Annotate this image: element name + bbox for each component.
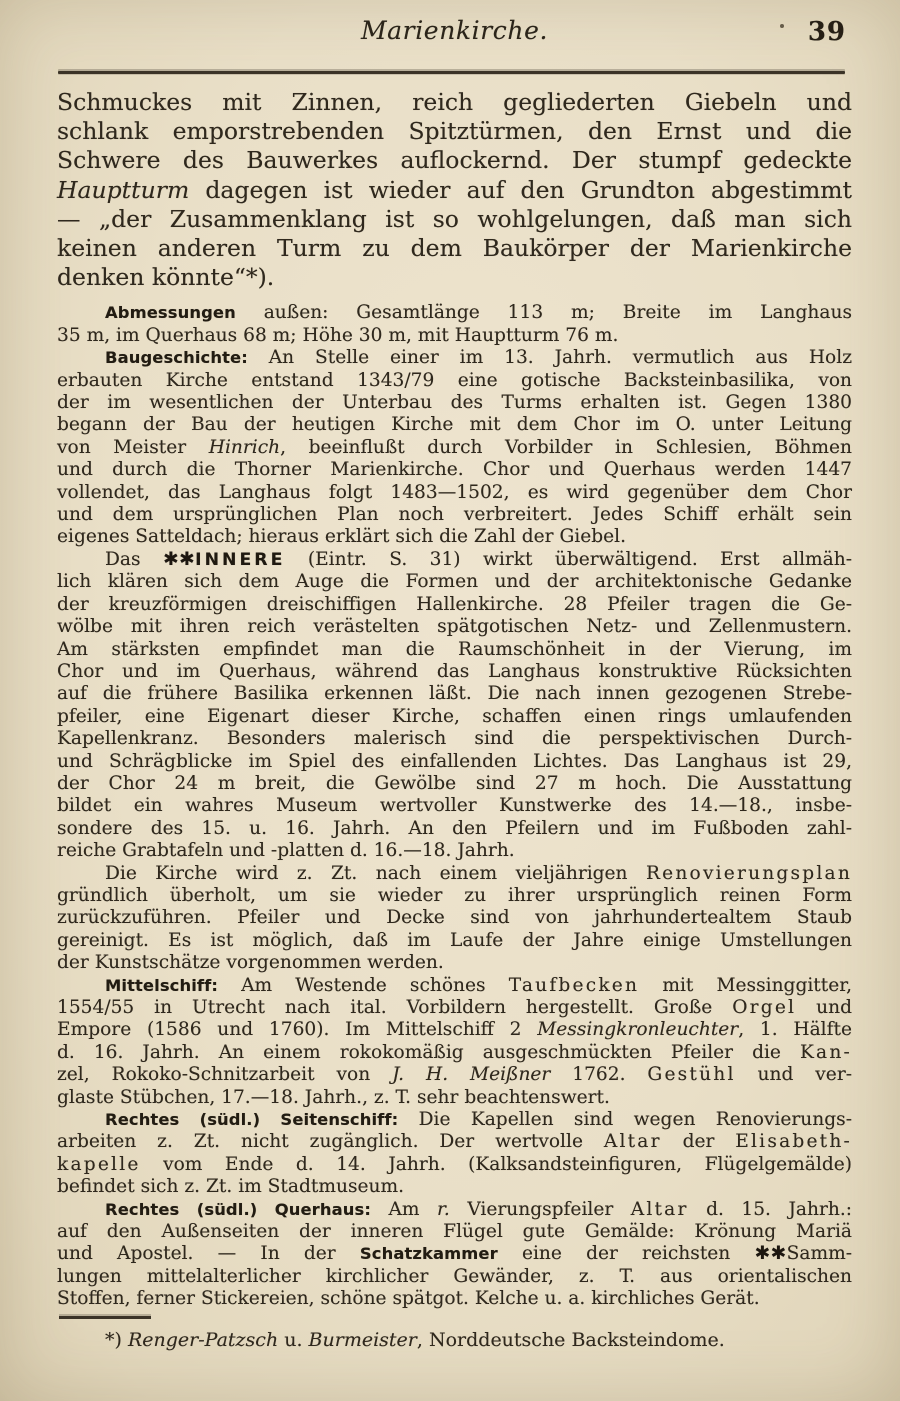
text-run: d. 16. Jahrh. An einem rokokomäßig ausgeschmückten Pfeiler die [57, 1041, 800, 1063]
text-line [57, 683, 852, 705]
text-run: Rechtes (südl.) Seitenschiff: [105, 1110, 399, 1130]
running-title: Marienkirche. [360, 16, 549, 45]
text-run: und Apostel. — In der [57, 1243, 360, 1265]
text-run: 1554/55 in Utrecht nach ital. Vorbildern hergestellt. Große [57, 997, 733, 1019]
text-run: schlank emporstrebenden Spitztürmen, den Ernst und die [57, 117, 852, 146]
text-run: denken könnte“*). [57, 263, 275, 292]
text-run: eigenes Satteldach; hieraus erklärt sich die Zahl der Giebel. [57, 526, 627, 548]
paragraph-abmessungen [57, 302, 852, 347]
text-line [57, 504, 852, 526]
text-line [57, 818, 852, 840]
text-run: *) [105, 1328, 128, 1351]
text-run: Kapellenkranz. Besonders malerisch sind die perspektivischen Durch- [57, 728, 852, 750]
text-line [57, 706, 852, 728]
text-run: Stoffen, ferner Stickereien, schöne spätgot. Kelche u. a. kirchliches Gerät. [57, 1288, 760, 1310]
text-run: Am Westende schönes [218, 974, 509, 996]
text-run: befindet sich z. Zt. im Stadtmuseum. [57, 1176, 405, 1198]
text-run: sondere des 15. u. 16. Jahrh. An den Pfeilern und im Fußboden zahl- [57, 817, 852, 839]
text-run: Die Kirche wird z. Zt. nach einem vieljährigen [105, 862, 646, 884]
text-run: außen: Gesamtlänge 113 m; Breite im Langhaus [235, 302, 852, 324]
text-line [57, 482, 852, 504]
text-line [57, 930, 852, 952]
text-run: — „der Zusammenklang ist so wohlgelungen, daß man sich [57, 204, 852, 233]
text-run: Empore (1586 und 1760). Im Mittelschiff 2 [57, 1019, 538, 1041]
text-line [57, 975, 852, 997]
text-run: der kreuzförmigen dreischiffigen Hallenkirche. 28 Pfeiler tragen die Ge- [57, 593, 852, 615]
text-line [57, 370, 852, 392]
text-line [57, 414, 852, 436]
text-line [57, 1199, 852, 1221]
text-run: Die Kapellen sind wegen Renovierungs- [398, 1109, 852, 1131]
text-run: erbauten Kirche entstand 1343/79 eine gotische Backsteinbasilika, von [57, 369, 852, 391]
text-line [57, 795, 852, 817]
text-line [57, 616, 852, 638]
text-run: kapelle [57, 1153, 141, 1175]
text-run: d. 15. Jahrh.: [688, 1198, 853, 1220]
text-run: (Eintr. S. 31) wirkt überwältigend. Erst allmäh- [285, 548, 853, 570]
text-run: und [796, 997, 852, 1019]
text-line [57, 997, 852, 1019]
paragraph-renovierung [57, 863, 852, 975]
text-run: von Meister [57, 436, 209, 458]
text-run: Am stärksten empfindet man die Raumschönheit in der Vierung, im [57, 638, 852, 660]
text-line [57, 594, 852, 616]
text-line [57, 392, 852, 414]
text-run: auf die frühere Basilika erkennen läßt. Die nach innen gezogenen Strebe- [57, 683, 852, 705]
footnote-separator [59, 1316, 151, 1319]
text-run: Hinrich [208, 436, 281, 458]
text-line [57, 1019, 852, 1041]
text-line [57, 1243, 852, 1265]
text-run: pfeiler, eine Eigenart dieser Kirche, schaffen einen rings umlaufenden [57, 705, 852, 727]
text-line [57, 952, 852, 974]
text-line [57, 1154, 852, 1176]
text-run: der [661, 1131, 736, 1153]
text-run: glaste Stübchen, 17.—18. Jahrh., z. T. sehr beachtenswert. [57, 1086, 610, 1108]
text-run: mit Messinggitter, [639, 974, 852, 996]
text-line [57, 1131, 852, 1153]
page-body [57, 88, 852, 1353]
text-line [57, 1109, 852, 1131]
text-run: Vierungspfeiler [449, 1198, 631, 1220]
text-run: INNERE [195, 549, 286, 570]
text-line [57, 1266, 852, 1288]
baedeker-stars-icon: ✱✱ [162, 548, 196, 570]
text-line [57, 1221, 852, 1243]
text-run: vollendet, das Langhaus folgt 1483—1502, es wird gegenüber dem Chor [57, 481, 852, 503]
text-line [57, 907, 852, 929]
text-run: zurückzuführen. Pfeiler und Decke sind von jahrhundertealtem Staub [57, 907, 852, 929]
paragraph-mittelschiff [57, 975, 852, 1109]
text-line [57, 263, 852, 292]
text-run: und ver- [735, 1064, 852, 1086]
text-line [57, 773, 852, 795]
text-line [57, 728, 852, 750]
text-line [57, 526, 852, 548]
text-run: lich klären sich dem Auge die Formen und der architektonische Gedanke [57, 571, 852, 593]
text-run: Kan- [799, 1041, 852, 1063]
text-line [57, 1087, 852, 1109]
text-run: auf den Außenseiten der inneren Flügel gute Gemälde: Krönung Mariä [57, 1221, 852, 1243]
text-run: Schatzkammer [359, 1244, 498, 1264]
text-run: Schmuckes mit Zinnen, reich gegliederten Giebeln und [57, 88, 852, 116]
text-run: u. [278, 1328, 309, 1351]
text-run: Altar [603, 1131, 662, 1153]
text-line [57, 751, 852, 773]
page-content [57, 0, 852, 1401]
print-speck [780, 24, 784, 28]
text-line [57, 88, 852, 117]
text-line [57, 1042, 852, 1064]
page-header [57, 16, 852, 54]
text-line [57, 661, 852, 683]
text-line [57, 234, 852, 263]
text-line [57, 639, 852, 661]
text-run: und durch die Thorner Marienkirche. Chor und Querhaus werden 1447 [57, 459, 852, 481]
text-run: An Stelle einer im 13. Jahrh. vermutlich aus Holz [247, 347, 852, 369]
paragraph-intro [57, 88, 852, 292]
text-line [57, 325, 852, 347]
text-run: Rechtes (südl.) Querhaus: [105, 1199, 371, 1219]
text-line [57, 549, 852, 571]
text-line [57, 459, 852, 481]
text-run: bildet ein wahres Museum wertvoller Kunstwerke des 14.—18., insbe- [57, 795, 852, 817]
text-line [57, 840, 852, 862]
text-run: Taufbecken [508, 974, 640, 996]
text-run: lungen mittelalterlicher kirchlicher Gewänder, z. T. aus orientalischen [57, 1265, 852, 1287]
text-run: der Chor 24 m breit, die Gewölbe sind 27 m hoch. Die Ausstattung [57, 772, 852, 794]
text-run: zel, Rokoko-Schnitzarbeit von [57, 1064, 393, 1086]
text-run: gereinigt. Es ist möglich, daß im Laufe der Jahre einige Umstellungen [57, 929, 852, 951]
text-run: arbeiten z. Zt. nicht zugänglich. Der wertvolle [57, 1131, 604, 1153]
text-run: 35 m, im Querhaus 68 m; Höhe 30 m, mit Hauptturm 76 m. [57, 324, 619, 346]
text-line [57, 302, 852, 324]
text-run: Gestühl [647, 1064, 736, 1086]
text-line [57, 885, 852, 907]
text-line [57, 1328, 852, 1353]
text-run: Orgel [732, 997, 797, 1019]
text-run: eine der reichsten [497, 1243, 755, 1265]
text-line [57, 117, 852, 146]
text-run: , 1. Hälfte [738, 1019, 852, 1041]
text-run: wölbe mit ihren reich verästelten spätgotischen Netz- und Zellenmustern. [57, 616, 852, 638]
text-line [57, 1064, 852, 1086]
text-run: Messingkronleuchter [537, 1019, 739, 1041]
footnote [57, 1328, 852, 1353]
text-line [57, 437, 852, 459]
text-run: Mittelschiff: [105, 975, 218, 995]
page-number: 39 [807, 17, 846, 47]
text-line [57, 863, 852, 885]
text-run: reiche Grabtafeln und -platten d. 16.—18. Jahrh. [57, 840, 515, 862]
header-rule [58, 71, 845, 74]
text-run: Burmeister [308, 1328, 417, 1351]
text-run: vom Ende d. 14. Jahrh. (Kalksandsteinfiguren, Flügelgemälde) [140, 1153, 852, 1175]
text-run: keinen anderen Turm zu dem Baukörper der Marienkirche [57, 234, 852, 263]
text-line [57, 1176, 852, 1198]
text-run: Renger-Patzsch [127, 1328, 279, 1351]
text-run: gründlich überholt, um sie wieder zu ihrer ursprünglich reinen Form [57, 884, 852, 906]
text-run: Samm- [786, 1243, 853, 1265]
text-run: dagegen ist wieder auf den Grundton abgestimmt [189, 175, 852, 204]
text-line [57, 571, 852, 593]
text-run: Renovierungsplan [645, 862, 852, 884]
text-line [57, 146, 852, 175]
text-run: Das [105, 548, 163, 570]
text-run: , beeinflußt durch Vorbilder in Schlesien, Böhmen [280, 436, 853, 458]
text-run: und dem ursprünglichen Plan noch verbreitert. Jedes Schiff erhält sein [57, 504, 852, 526]
text-line [57, 1288, 852, 1310]
text-run: der Kunstschätze vorgenommen werden. [57, 952, 444, 974]
text-line [57, 347, 852, 369]
paragraph-querhaus [57, 1199, 852, 1311]
text-run: Baugeschichte: [105, 348, 248, 368]
text-run: Altar [630, 1198, 689, 1220]
text-run: Elisabeth- [735, 1131, 852, 1153]
text-run: Abmessungen [105, 303, 236, 323]
text-run: und Schrägblicke im Spiel des einfallenden Lichtes. Das Langhaus ist 29, [57, 750, 852, 772]
text-run: begann der Bau der heutigen Kirche mit dem Chor im O. unter Leitung [57, 414, 852, 436]
baedeker-stars-icon: ✱✱ [754, 1243, 787, 1265]
text-run: , Norddeutsche Backsteindome. [416, 1328, 725, 1351]
paragraph-seitenschiff [57, 1109, 852, 1199]
text-run: J. H. Meißner [392, 1064, 551, 1086]
text-run: Schwere des Bauwerkes auflockernd. Der stumpf gedeckte [57, 146, 852, 175]
paragraph-baugeschichte [57, 347, 852, 549]
text-run: Am [370, 1198, 438, 1220]
text-run: der im wesentlichen der Unterbau des Turms erhalten ist. Gegen 1380 [57, 392, 852, 414]
text-run: Chor und im Querhaus, während das Langhaus konstruktive Rücksichten [57, 660, 852, 682]
paragraph-inneres [57, 549, 852, 863]
text-run: r. [437, 1198, 450, 1220]
text-run: Hauptturm [57, 175, 190, 204]
text-line [57, 205, 852, 234]
text-run: 1762. [550, 1064, 648, 1086]
text-line [57, 176, 852, 205]
